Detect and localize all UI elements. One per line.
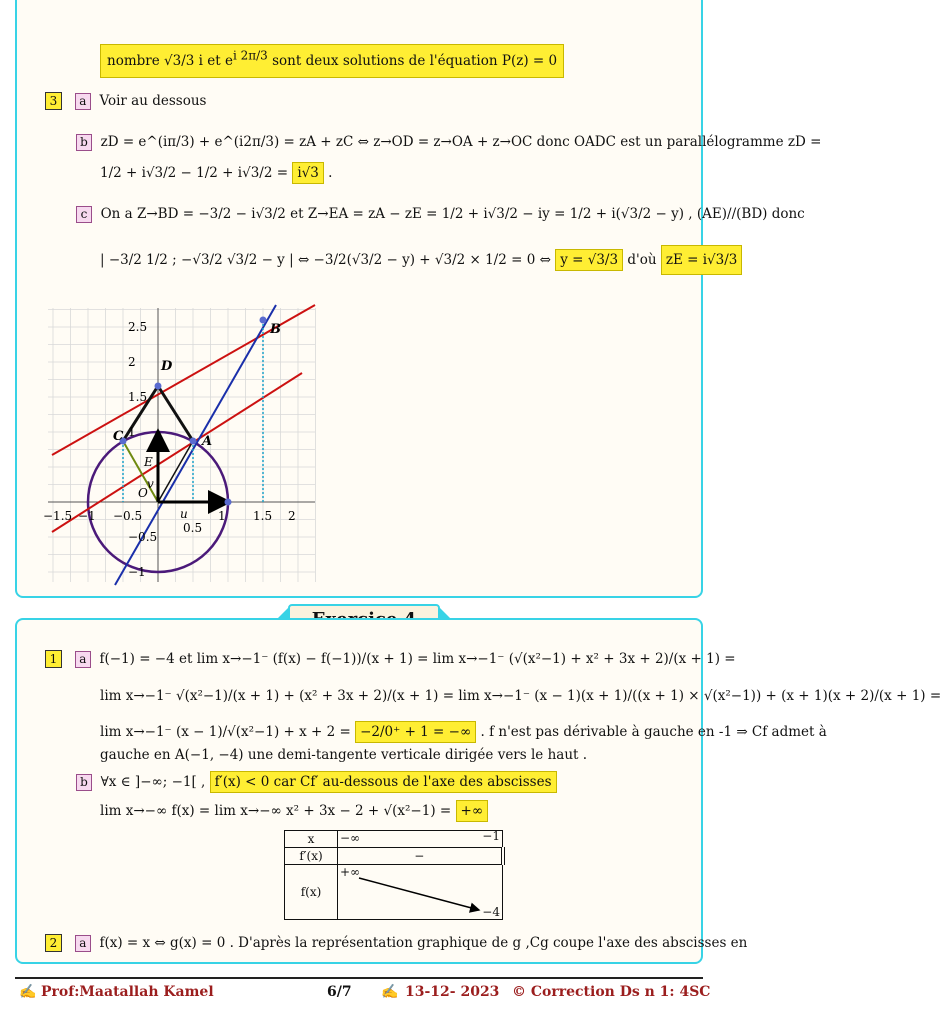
y-tick-label: 2.5 — [128, 320, 148, 334]
point-one — [225, 499, 232, 506]
complex-plane-graph — [30, 300, 320, 590]
part-label-b: b — [76, 134, 92, 151]
y-tick-label: 1.5 — [128, 390, 148, 404]
ex4-a-limit-result: −2/0⁺ + 1 = −∞ — [355, 721, 476, 743]
solutions-line — [100, 48, 564, 69]
ex4-a-line2 — [100, 688, 941, 704]
vt-decreasing-arrow — [339, 866, 501, 918]
y-tick-label: 2 — [128, 355, 136, 369]
c-line2: ⇔ −3/2(√3/2 − y) + √3/2 × 1/2 = 0 ⇔ — [297, 252, 551, 268]
ex4-a-line3 — [100, 724, 827, 740]
c-zE-result: zE = i√3/3 — [661, 245, 743, 275]
q3-a-line — [45, 92, 206, 110]
text-nombre: nombre — [107, 52, 160, 69]
a-text: Voir au dessous — [99, 93, 207, 109]
ex4-b-limit-result: +∞ — [456, 800, 489, 822]
c-y-value: y = √3/3 — [555, 249, 623, 271]
label-B: B — [270, 322, 281, 337]
sqrt3-over-3: √3/3 — [164, 52, 195, 69]
ex4-a-line4-text: gauche en A(−1, −4) une demi-tangente verticale dirigée vers le haut . — [100, 747, 588, 763]
text-i-et-e: i et e — [198, 52, 233, 69]
ex4-q1-a-line1 — [45, 650, 736, 668]
ex4-a-line3-pre: lim x→−1⁻ (x − 1)/√(x²−1) + x + 2 = — [100, 724, 351, 740]
label-O: O — [138, 486, 148, 500]
variation-table — [284, 830, 505, 920]
vt-x-label: x — [285, 831, 338, 848]
text-equation: sont deux solutions de l'équation P(z) = 0 — [272, 52, 558, 69]
y-tick-label: −0.5 — [128, 530, 158, 544]
vt-f-row — [338, 865, 503, 920]
label-u: u — [180, 507, 188, 521]
footer-rule — [15, 977, 703, 979]
x-tick-label: 1 — [218, 509, 226, 523]
label-E: E — [144, 455, 153, 469]
label-A: A — [202, 434, 213, 449]
c-dou: d'où — [627, 252, 657, 268]
point-B — [260, 317, 267, 324]
ex4-a-line2-text: lim x→−1⁻ √(x²−1)/(x + 1) + (x² + 3x + 2)/(x + 1) = lim x→−1⁻ (x − 1)(x + 1)/((x + 1) × √(x²−1)) + (x + 1)(x + 2)/(x + 1) = — [100, 688, 941, 704]
x-tick-label: −1.5 — [43, 509, 73, 523]
x-tick-label: 1.5 — [253, 509, 273, 523]
part-label-c: c — [76, 206, 92, 223]
vt-x-end: −1 — [482, 829, 500, 843]
ex4-part-label-b: b — [76, 774, 92, 791]
ex4-a-line1: f(−1) = −4 et lim x→−1⁻ (f(x) − f(−1))/(x + 1) = lim x→−1⁻ (√(x²−1) + x² + 3x + 2)/(x + 1) = — [99, 651, 736, 667]
b-line2: 1/2 + i√3/2 − 1/2 + i√3/2 = — [100, 165, 289, 181]
footer-copyright: © Correction Ds n 1: 4SC — [512, 984, 711, 1000]
x-tick-label: 2 — [288, 509, 296, 523]
x-tick-label: −0.5 — [113, 509, 143, 523]
ex4-part-label-a: a — [75, 651, 91, 668]
y-tick-label: −1 — [128, 565, 146, 579]
vt-fp-sign: − — [338, 848, 503, 865]
label-v: v — [147, 477, 154, 491]
vt-f-end: −4 — [482, 905, 500, 919]
vt-fp-label: f′(x) — [285, 848, 338, 865]
ex4-b-line1 — [76, 774, 557, 791]
label-D: D — [161, 359, 173, 374]
ex4-b-limit-text: lim x→−∞ f(x) = lim x→−∞ x² + 3x − 2 + √(x²−1) = — [100, 803, 452, 819]
exponent-2pi-3: i 2π/3 — [232, 48, 268, 62]
ex4-a-line3-post: . f n'est pas dérivable à gauche en -1 ⇒ Cf admet à — [480, 724, 827, 740]
label-C: C — [113, 429, 124, 444]
ex4-q2-text: f(x) = x ⇔ g(x) = 0 . D'après la représentation graphique de g ,Cg coupe l'axe des abscisses en — [99, 935, 748, 951]
point-D — [155, 383, 162, 390]
c-determinant: | −3/2 1/2 ; −√3/2 √3/2 − y | — [100, 252, 294, 268]
x-tick-label: 0.5 — [183, 521, 203, 535]
vt-f-label: f(x) — [285, 865, 338, 920]
b-result: i√3 — [292, 162, 324, 184]
footer-author: Prof:Maatallah Kamel — [41, 984, 214, 1000]
point-A — [190, 438, 197, 445]
ex4-b-pre: ∀x ∈ ]−∞; −1[ , — [100, 774, 206, 790]
part-label-a: a — [75, 93, 91, 110]
question-number-3: 3 — [45, 92, 62, 110]
ex4-b-derivative-sign: f′(x) < 0 car Cf′ au-dessous de l'axe des abscisses — [210, 771, 557, 793]
c-line1: On a Z→BD = −3/2 − i√3/2 et Z→EA = zA − zE = 1/2 + i√3/2 − iy = 1/2 + i(√3/2 − y) , (AE)//(BD) donc — [100, 206, 805, 222]
vt-x-row — [338, 831, 503, 848]
ex4-b-line2 — [100, 803, 488, 819]
ex4-a-line4 — [100, 747, 587, 763]
ex4-q2-line — [45, 934, 747, 952]
footer-date: 13-12- 2023 — [405, 984, 500, 1000]
ex4-q2-part-label-a: a — [75, 935, 91, 952]
x-tick-label: −1 — [78, 509, 96, 523]
q3-c-line1 — [76, 206, 805, 223]
q3-b-line1 — [76, 134, 821, 151]
y-tick-label: 1 — [128, 425, 136, 439]
vt-x-start: −∞ — [340, 831, 361, 845]
question-number-2: 2 — [45, 934, 62, 952]
question-number-1: 1 — [45, 650, 62, 668]
pen-icon-left: ✍ — [19, 984, 37, 1000]
footer-page: 6/7 — [327, 984, 352, 1000]
b-line1: zD = e^(iπ/3) + e^(i2π/3) = zA + zC ⇔ z→OD = z→OA + z→OC donc OADC est un parallélogramme zD = — [100, 134, 822, 150]
q3-b-line2: 1/2 + i√3/2 − 1/2 + i√3/2 = i√3 . — [100, 165, 332, 181]
vt-f-start: +∞ — [340, 865, 361, 879]
pen-icon-right: ✍ — [381, 984, 399, 1000]
q3-c-line2 — [100, 252, 742, 268]
